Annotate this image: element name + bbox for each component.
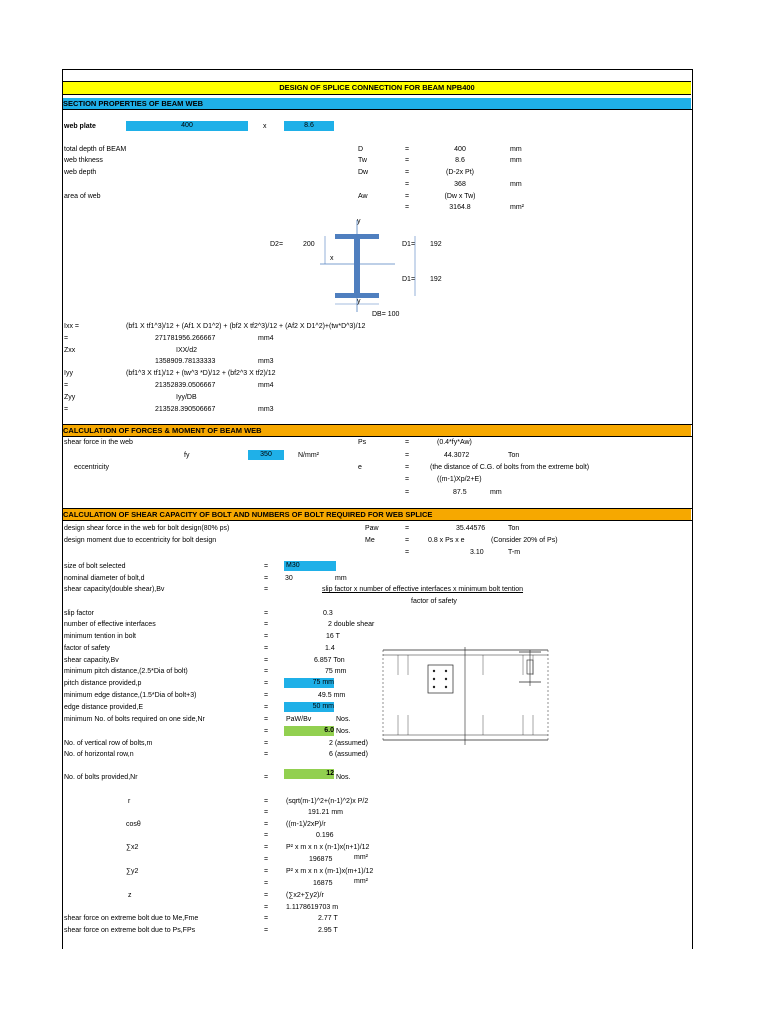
pitch-value: 75: [312, 679, 321, 686]
eq: =: [264, 610, 269, 617]
prop-eq: =: [405, 157, 410, 164]
prop-label: area of web: [64, 193, 101, 200]
nos-label: Nos.: [336, 728, 351, 735]
dia-unit: mm: [335, 575, 347, 582]
n-label: No. of horizontal row,n: [64, 751, 134, 758]
nei-value: 2 double shear: [328, 621, 375, 628]
web-plate-label: web plate: [64, 123, 96, 130]
eq: =: [264, 563, 269, 570]
eq: =: [264, 633, 269, 640]
e-eq: =: [405, 464, 410, 471]
section-web-props: SECTION PROPERTIES OF BEAM WEB: [63, 98, 691, 109]
eq: =: [264, 728, 269, 735]
z-formula: (∑x2+∑y2)/r: [286, 892, 324, 899]
fps-value: 2.95 T: [318, 927, 338, 934]
diagram-d2-value: 200: [303, 241, 315, 248]
cap-formula-denom: factor of safety: [411, 598, 457, 605]
pitch-unit: mm: [322, 679, 334, 686]
me-formula: 0.8 x Ps x e: [428, 537, 465, 544]
diagram-d1b-label: D1=: [402, 276, 416, 283]
ixx-formula: (bf1 X tf1^3)/12 + (Af1 X D1^2) + (bf2 X tf2^3)/12 + (Af2 X D1^2)+(tw*D^3)/12: [126, 323, 366, 330]
sx-symbol: ∑x2: [126, 844, 139, 851]
eq: =: [264, 704, 269, 711]
divider: [62, 436, 692, 437]
web-plate-depth-cell[interactable]: 400: [126, 121, 248, 131]
r-formula: (sqrt(m-1)^2+(n-1)^2)x P/2: [286, 798, 369, 805]
eq: =: [264, 832, 269, 839]
diagram-d2-label: D2=: [270, 241, 284, 248]
z-value: 1.1178619703 m: [286, 904, 339, 911]
fme-label: shear force on extreme bolt due to Me,Fme: [64, 915, 199, 922]
nr-formula: PaW/Bv: [286, 716, 312, 723]
zxx-label: Zxx: [64, 347, 76, 354]
cos-value: 0.196: [316, 832, 334, 839]
nos-label: Nos.: [336, 716, 351, 723]
eq: =: [264, 798, 269, 805]
eq: =: [264, 645, 269, 652]
sy-unit: mm²: [354, 878, 368, 885]
min-edge-value: 49.5 mm: [318, 692, 346, 699]
eq: =: [264, 716, 269, 723]
splice-plate-section-diagram: [515, 648, 547, 688]
ps-eq: =: [405, 452, 410, 459]
eq: =: [264, 751, 269, 758]
m-value: 2 (assumed): [329, 740, 368, 747]
zyy-label: Zyy: [64, 394, 76, 401]
r-value: 191.21 mm: [308, 809, 344, 816]
eq: =: [264, 740, 269, 747]
eq: =: [405, 537, 410, 544]
eq: =: [264, 657, 269, 664]
sy-formula: P² x m x n x (m-1)x(m+1)/12: [286, 868, 374, 875]
section-forces: CALCULATION OF FORCES & MOMENT OF BEAM WEB: [63, 425, 691, 436]
cos-symbol: cosθ: [126, 821, 141, 828]
me-symbol: Me: [365, 537, 375, 544]
e-symbol: e: [358, 464, 362, 471]
eq: =: [405, 549, 410, 556]
sy-value: 16875: [313, 880, 333, 887]
divider: [62, 109, 692, 110]
bolt-size-label: size of bolt selected: [64, 563, 126, 570]
prop-label: web thkness: [64, 157, 103, 164]
iyy-value: 21352839.0506667: [155, 382, 216, 389]
fy-input-cell[interactable]: 350: [248, 450, 284, 460]
eq: =: [264, 692, 269, 699]
prop-eq: =: [405, 181, 410, 188]
prop-label: total depth of BEAM: [64, 146, 127, 153]
times-symbol: x: [263, 123, 267, 130]
z-symbol: z: [128, 892, 132, 899]
ps-formula: (0.4*fy*Aw): [437, 439, 472, 446]
r-symbol: r: [128, 798, 131, 805]
fps-label: shear force on extreme bolt due to Ps,FPs: [64, 927, 196, 934]
top-border: [62, 69, 692, 70]
prop-val: 8.6: [455, 157, 465, 164]
zxx-formula: IXX/d2: [176, 347, 198, 354]
eq: =: [264, 809, 269, 816]
me-label: design moment due to eccentricity for bolt design: [64, 537, 217, 544]
m-label: No. of vertical row of bolts,m: [64, 740, 153, 747]
edge-input-cell[interactable]: [284, 702, 334, 712]
min-pitch-label: minimum pitch distance,(2.5*Dia of bolt): [64, 668, 188, 675]
cap-label: shear capacity(double shear),Bv: [64, 586, 165, 593]
divider: [62, 520, 692, 521]
cos-formula: ((m-1)/2xP)/r: [286, 821, 326, 828]
nos-label: Nos.: [336, 774, 351, 781]
prop-unit: mm: [510, 181, 522, 188]
mt-label: minimum tention in bolt: [64, 633, 136, 640]
prop-val: (D-2x Pt): [446, 169, 474, 176]
ps-symbol: Ps: [358, 439, 367, 446]
diagram-x: x: [330, 255, 334, 262]
diagram-d1a-label: D1=: [402, 241, 416, 248]
shear-label: shear force in the web: [64, 439, 133, 446]
bv-label: shear capacity,Bv: [64, 657, 119, 664]
ps-eq: =: [405, 439, 410, 446]
bv-value: 6.857 Ton: [314, 657, 345, 664]
edge-label: edge distance provided,E: [64, 704, 143, 711]
e-description: (the distance of C.G. of bolts from the extreme bolt): [430, 464, 590, 471]
prop-val: 368: [454, 181, 466, 188]
nr-result-cell: 6.0: [284, 726, 334, 736]
eq: =: [264, 844, 269, 851]
zxx-unit: mm3: [258, 358, 274, 365]
ecc-label: eccentricity: [74, 464, 110, 471]
e-unit: mm: [490, 489, 502, 496]
prop-val: (Dw x Tw): [444, 193, 476, 200]
eq: =: [264, 575, 269, 582]
eq: =: [264, 868, 269, 875]
eq: =: [264, 927, 269, 934]
eq: =: [264, 621, 269, 628]
prop-unit: mm: [510, 157, 522, 164]
diagram-y-top: y: [357, 218, 361, 225]
paw-symbol: Paw: [365, 525, 379, 532]
iyy-unit: mm4: [258, 382, 274, 389]
eq: =: [264, 668, 269, 675]
ixx-value: 271781956.266667: [155, 335, 216, 342]
ixx-eq: =: [64, 335, 69, 342]
diagram-d1a-value: 192: [430, 241, 442, 248]
pitch-input-cell[interactable]: [284, 678, 334, 688]
zyy-formula: Iyy/DB: [176, 394, 197, 401]
prop-eq: =: [405, 146, 410, 153]
sx-unit: mm²: [354, 854, 368, 861]
eq: =: [264, 904, 269, 911]
eq: =: [264, 680, 269, 687]
prop-val: 3164.8: [449, 204, 471, 211]
e-eq: =: [405, 476, 410, 483]
nei-label: number of effective interfaces: [64, 621, 156, 628]
prop-val: 400: [454, 146, 466, 153]
prop-sym: Dw: [358, 169, 369, 176]
me-unit: T-m: [508, 549, 521, 556]
e-value: 87.5: [453, 489, 467, 496]
fy-label: fy: [184, 452, 190, 459]
prop-unit: mm²: [510, 204, 524, 211]
nb-result-cell: 12: [284, 769, 334, 779]
eq: =: [264, 880, 269, 887]
eq: =: [264, 915, 269, 922]
me-note: (Consider 20% of Ps): [491, 537, 558, 544]
sx-value: 196875: [309, 856, 333, 863]
prop-sym: D: [358, 146, 364, 153]
paw-label: design shear force in the web for bolt design(80% ps): [64, 525, 230, 532]
fy-unit: N/mm²: [298, 452, 319, 459]
pitch-label: pitch distance provided,p: [64, 680, 142, 687]
nr-label: minimum No. of bolts required on one side,Nr: [64, 716, 205, 723]
prop-unit: mm: [510, 146, 522, 153]
dia-value: 30: [285, 575, 293, 582]
e-formula: ((m-1)Xp/2+E): [437, 476, 482, 483]
fos-label: factor of safety: [64, 645, 110, 652]
diagram-y-bot: y: [357, 298, 361, 305]
prop-eq: =: [405, 169, 410, 176]
prop-eq: =: [405, 204, 410, 211]
ps-value: 44.3072: [444, 452, 470, 459]
eq: =: [264, 821, 269, 828]
ixx-label: Ixx =: [64, 323, 79, 330]
web-plate-thk-cell[interactable]: 8.6: [284, 121, 334, 131]
slip-value: 0.3: [323, 610, 333, 617]
cap-formula: slip factor x number of effective interfaces x minimum bolt tention: [322, 586, 524, 593]
me-value: 3.10: [470, 549, 484, 556]
min-edge-label: minimum edge distance,(1.5*Dia of bolt+3): [64, 692, 197, 699]
sy-symbol: ∑y2: [126, 868, 139, 875]
ibeam-section-diagram: [265, 212, 465, 322]
eq: =: [264, 892, 269, 899]
e-eq: =: [405, 489, 410, 496]
edge-unit: mm: [322, 703, 334, 710]
dia-label: nominal diameter of bolt,d: [64, 575, 145, 582]
bolt-size-cell[interactable]: M30: [284, 561, 336, 571]
zyy-eq: =: [64, 406, 69, 413]
zyy-value: 213528.390506667: [155, 406, 216, 413]
eq: =: [405, 525, 410, 532]
zxx-value: 1358909.78133333: [155, 358, 216, 365]
prop-sym: Aw: [358, 193, 368, 200]
paw-unit: Ton: [508, 525, 520, 532]
zyy-unit: mm3: [258, 406, 274, 413]
prop-eq: =: [405, 193, 410, 200]
slip-label: slip factor: [64, 610, 94, 617]
min-pitch-value: 75 mm: [325, 668, 347, 675]
sheet-title: DESIGN OF SPLICE CONNECTION FOR BEAM NPB400: [63, 81, 691, 95]
eq: =: [264, 856, 269, 863]
iyy-eq: =: [64, 382, 69, 389]
iyy-label: Iyy: [64, 370, 73, 377]
eq: =: [264, 586, 269, 593]
fos-value: 1.4: [325, 645, 335, 652]
ixx-unit: mm4: [258, 335, 274, 342]
n-value: 6 (assumed): [329, 751, 368, 758]
eq: =: [264, 774, 269, 781]
paw-value: 35.44576: [456, 525, 486, 532]
sx-formula: P² x m x n x (n-1)x(n+1)/12: [286, 844, 370, 851]
prop-sym: Tw: [358, 157, 367, 164]
ps-unit: Ton: [508, 452, 520, 459]
section-bolts: CALCULATION OF SHEAR CAPACITY OF BOLT AND NUMBERS OF BOLT REQUIRED FOR WEB SPLICE: [63, 509, 691, 520]
iyy-formula: (bf1^3 X tf1)/12 + (tw^3 *D)/12 + (bf2^3 X tf2)/12: [126, 370, 276, 377]
mt-value: 16 T: [326, 633, 340, 640]
fme-value: 2.77 T: [318, 915, 338, 922]
prop-label: web depth: [64, 169, 97, 176]
diagram-d1b-value: 192: [430, 276, 442, 283]
edge-value: 50: [312, 703, 321, 710]
diagram-db: DB= 100: [372, 311, 400, 318]
nb-label: No. of bolts provided,Nr: [64, 774, 138, 781]
